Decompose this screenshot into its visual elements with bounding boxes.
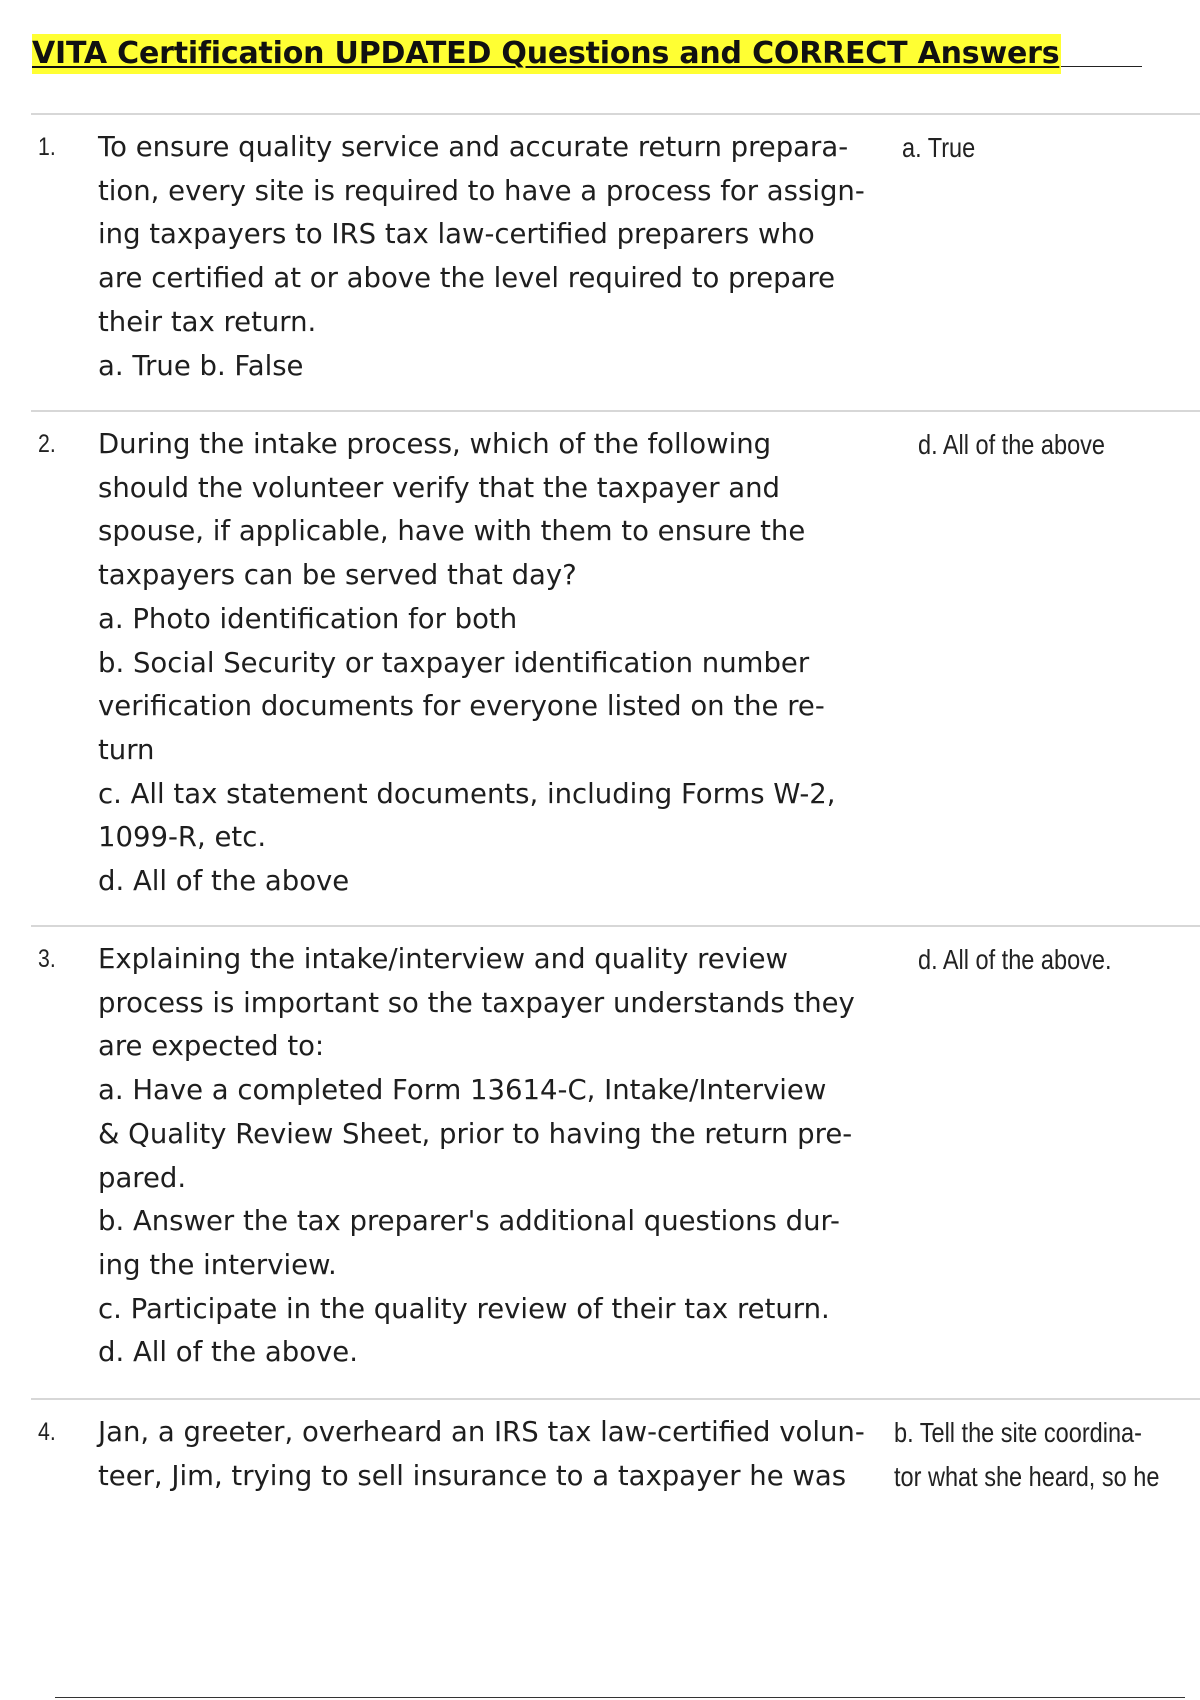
question-line: During the intake process, which of the following (98, 428, 772, 460)
question-line: 1099-R, etc. (98, 821, 267, 854)
question-line: Explaining the intake/interview and quality review (98, 943, 789, 975)
page-title: VITA Certification UPDATED Questions and CORRECT Answers (32, 34, 1061, 74)
question-line: their tax return. (98, 305, 317, 338)
question-text (98, 938, 908, 1375)
question-line: b. Social Security or taxpayer identification number (98, 646, 810, 679)
answer-text (918, 423, 1105, 467)
question-line: c. All tax statement documents, including Forms W-2, (98, 777, 836, 810)
question-number: 2. (38, 430, 56, 458)
question-line: Jan, a greeter, overheard an IRS tax law-certified volun- (98, 1416, 865, 1448)
answer-text (902, 126, 975, 170)
question-divider (31, 410, 1200, 412)
question-number: 1. (38, 133, 56, 161)
answer-line: d. All of the above (918, 429, 1105, 460)
question-line: pared. (98, 1161, 187, 1194)
footer-rule (55, 1697, 1185, 1698)
question-line: verification documents for everyone listed on the re- (98, 690, 825, 723)
question-divider (31, 1398, 1200, 1400)
answer-line: b. Tell the site coordina- (894, 1417, 1142, 1448)
question-line: turn (98, 733, 155, 766)
question-line: b. Answer the tax preparer's additional questions dur- (98, 1205, 840, 1238)
question-text (98, 126, 908, 388)
question-line: tion, every site is required to have a process for assign- (98, 174, 865, 207)
question-line: a. Photo identification for both (98, 602, 518, 635)
question-text (98, 1411, 908, 1498)
title-row (32, 30, 1142, 74)
question-line: a. True b. False (98, 349, 304, 382)
question-line: a. Have a completed Form 13614-C, Intake/Interview (98, 1074, 827, 1107)
question-line: ing the interview. (98, 1248, 337, 1281)
question-line: teer, Jim, trying to sell insurance to a taxpayer he was (98, 1459, 847, 1492)
question-line: are expected to: (98, 1030, 325, 1063)
question-number: 3. (38, 945, 56, 973)
question-line: process is important so the taxpayer understands they (98, 986, 855, 1019)
question-divider (31, 925, 1200, 927)
question-line: should the volunteer verify that the taxpayer and (98, 471, 780, 504)
title-underline-rule (1061, 66, 1142, 67)
answer-text (918, 938, 1112, 982)
question-line: spouse, if applicable, have with them to ensure the (98, 515, 806, 548)
question-line: To ensure quality service and accurate return prepara- (98, 131, 849, 163)
question-line: & Quality Review Sheet, prior to having the return pre- (98, 1117, 853, 1150)
answer-line: d. All of the above. (918, 944, 1112, 975)
question-number: 4. (38, 1418, 56, 1446)
question-line: d. All of the above. (98, 1336, 358, 1369)
question-line: d. All of the above (98, 865, 350, 898)
question-divider (31, 113, 1200, 115)
question-line: taxpayers can be served that day? (98, 559, 577, 592)
question-line: are certified at or above the level required to prepare (98, 262, 836, 295)
answer-line: a. True (902, 132, 976, 163)
answer-text (894, 1411, 1159, 1498)
question-line: ing taxpayers to IRS tax law-certified preparers who (98, 218, 815, 251)
answer-line: tor what she heard, so he (894, 1460, 1160, 1492)
question-line: c. Participate in the quality review of their tax return. (98, 1292, 830, 1325)
question-text (98, 423, 908, 904)
